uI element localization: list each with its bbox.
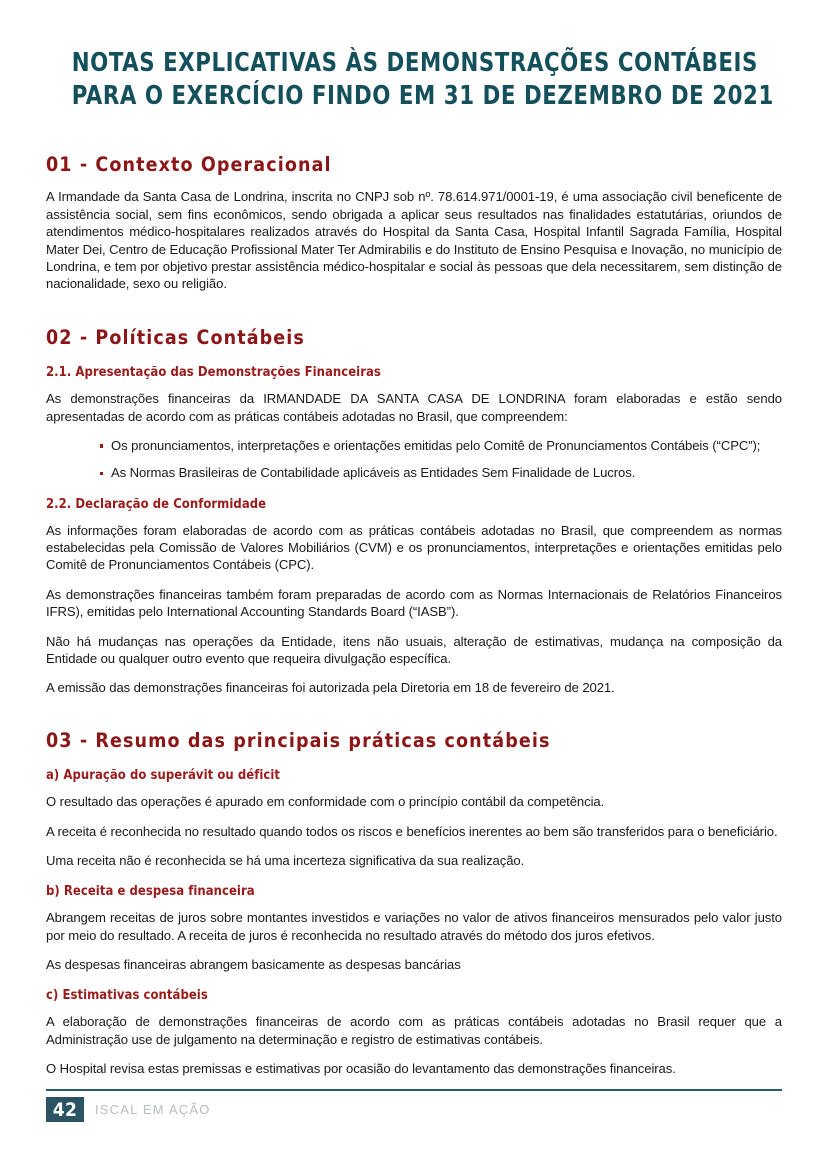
footer-divider [46, 1089, 782, 1091]
page-number-badge: 42 [46, 1097, 84, 1122]
footer-row [46, 1097, 782, 1122]
subsection-c-paragraph-1: A elaboração de demonstrações financeiras de acordo com as práticas contábeis adotadas no Brasil requer que a Administração use de julgamento na determinação e registro de estimativas contábeis. [46, 1014, 782, 1047]
subsection-heading-b: b) Receita e despesa financeira [46, 883, 255, 900]
subsection-a-paragraph-3: Uma receita não é reconhecida se há uma incerteza significativa da sua realização. [46, 852, 525, 868]
subsection-heading-2-2: 2.2. Declaração de Conformidade [46, 495, 267, 512]
section-01-paragraph-1: A Irmandade da Santa Casa de Londrina, inscrita no CNPJ sob nº. 78.614.971/0001-19, é uma associação civil beneficente de assistência social, sem fins econômicos, sendo obrigada a aplicar seus resultados nas finalidades estatutárias, oriundos de atendimentos médico-hospitalares realizados através do Hospital da Santa Casa, Hospital Infantil Sagrada Família, Hospital Mater Dei, Centro de Educação Profissional Mater Ter Admirabilis e do Instituto de Ensino Pesquisa e Inovação, no município de Londrina, e tem por objetivo prestar assistência médico-hospitalar e social às pessoas que dela necessitarem, sem distinção de nacionalidade, sexo ou religião. [46, 189, 782, 292]
page-title-line-2: PARA O EXERCÍCIO FINDO EM 31 DE DEZEMBRO DE 2021 [71, 81, 774, 111]
subsection-c-paragraph-2: O Hospital revisa estas premissas e estimativas por ocasião do levantamento das demonstrações financeiras. [46, 1061, 676, 1077]
section-heading-02: 02 - Políticas Contábeis [46, 325, 305, 349]
subsection-2-2-paragraph-2: As demonstrações financeiras também foram preparadas de acordo com as Normas Internacionais de Relatórios Financeiros IFRS), emitidas pelo International Accounting Standards Board (“IASB”). [46, 586, 782, 620]
subsection-2-1-bullet-list [46, 437, 782, 482]
subsection-2-2-paragraph-3: Não há mudanças nas operações da Entidade, itens não usuais, alteração de estimativas, mudança na composição da Entidade ou qualquer outro evento que requeira divulgação específica. [46, 633, 782, 667]
subsection-a-paragraph-2: A receita é reconhecida no resultado quando todos os riscos e benefícios inerentes ao bem são transferidos para o beneficiário. [46, 823, 778, 839]
section-heading-03: 03 - Resumo das principais práticas contábeis [46, 728, 551, 752]
section-heading-01: 01 - Contexto Operacional [46, 153, 332, 176]
subsection-heading-a: a) Apuração do superávit ou déficit [46, 767, 280, 784]
page-content [46, 0, 782, 1078]
subsection-a-paragraph-1: O resultado das operações é apurado em conformidade com o princípio contábil da competência. [46, 794, 605, 810]
list-item: As Normas Brasileiras de Contabilidade aplicáveis as Entidades Sem Finalidade de Lucros. [100, 464, 782, 481]
subsection-b-paragraph-2: As despesas financeiras abrangem basicamente as despesas bancárias [46, 957, 461, 973]
subsection-heading-c: c) Estimativas contábeis [46, 987, 208, 1004]
page-footer [46, 1089, 782, 1122]
subsection-2-1-paragraph-1: As demonstrações financeiras da IRMANDADE DA SANTA CASA DE LONDRINA foram elaboradas e estão sendo apresentadas de acordo com as práticas contábeis adotadas no Brasil, que compreendem: [46, 391, 782, 424]
subsection-b-paragraph-1: Abrangem receitas de juros sobre montantes investidos e variações no valor de ativos financeiros mensurados pelo valor justo por meio do resultado. A receita de juros é reconhecida no resultado através do método dos juros efetivos. [46, 910, 782, 943]
subsection-heading-2-1: 2.1. Apresentação das Demonstrações Financeiras [46, 364, 381, 381]
footer-publication-label: ISCAL EM AÇÃO [95, 1102, 211, 1117]
subsection-2-2-paragraph-1: As informações foram elaboradas de acordo com as práticas contábeis adotadas no Brasil, que compreendem as normas estabelecidas pela Comissão de Valores Mobiliários (CVM) e os pronunciamentos, interpretações e orientações emitidas pelo Comitê de Pronunciamentos Contábeis (CPC). [46, 522, 782, 573]
page-title [71, 0, 774, 113]
subsection-2-2-paragraph-4: A emissão das demonstrações financeiras foi autorizada pela Diretoria em 18 de fevereiro de 2021. [46, 680, 615, 696]
page-title-line-1: NOTAS EXPLICATIVAS ÀS DEMONSTRAÇÕES CONTÁBEIS [71, 48, 758, 78]
list-item: Os pronunciamentos, interpretações e orientações emitidas pelo Comitê de Pronunciamentos Contábeis (“CPC”); [100, 437, 782, 454]
